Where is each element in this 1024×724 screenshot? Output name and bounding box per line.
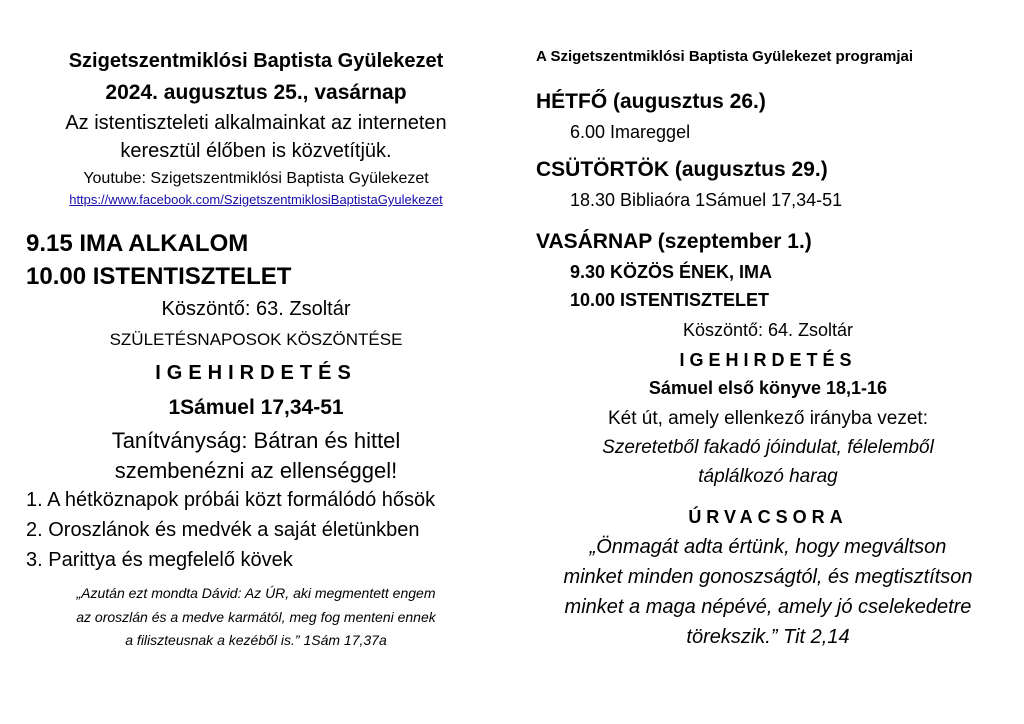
monday-item: 6.00 Imareggel — [570, 122, 691, 142]
communion-quote-line4: törekszik.” Tit 2,14 — [686, 626, 850, 648]
church-title: Szigetszentmiklósi Baptista Gyülekezet — [68, 50, 444, 72]
sunday-heading: VASÁRNAP (szeptember 1.) — [536, 230, 812, 253]
sermon-heading: IGEHIRDETÉS — [155, 362, 357, 384]
greeting-psalm: Köszöntő: 64. Zsoltár — [682, 320, 854, 340]
sermon-theme: Két út, amely ellenkező irányba vezet: — [607, 408, 928, 429]
thursday-item: 18.30 Bibliaóra 1Sámuel 17,34-51 — [570, 190, 843, 210]
sermon-subtitle-line1: Szeretetből fakadó jóindulat, félelemből — [602, 437, 934, 458]
thursday-heading: CSÜTÖRTÖK (augusztus 29.) — [536, 158, 828, 181]
service-date: 2024. augusztus 25., vasárnap — [105, 81, 407, 104]
service-time: 10.00 ISTENTISZTELET — [26, 263, 292, 290]
sermon-subtitle-line2: táplálkozó harag — [698, 466, 838, 487]
sunday-item: 9.30 KÖZÖS ÉNEK, IMA — [570, 262, 773, 282]
youtube-channel: Youtube: Szigetszentmiklósi Baptista Gyülekezet — [83, 170, 429, 187]
livestream-note-line1: Az istentiszteleti alkalmainkat az interneten — [65, 112, 447, 134]
sermon-heading: IGEHIRDETÉS — [679, 350, 857, 370]
sermon-point: 1. A hétköznapok próbái közt formálódó hősök — [26, 489, 436, 511]
livestream-note-line2: keresztül élőben is közvetítjük. — [120, 140, 392, 162]
facebook-link[interactable]: https://www.facebook.com/SzigetszentmiklosiBaptistaGyulekezet — [69, 192, 443, 207]
sermon-title-line1: Tanítványság: Bátran és hittel — [111, 428, 401, 453]
programs-heading: A Szigetszentmiklósi Baptista Gyülekezet programjai — [536, 48, 914, 65]
scripture-quote-line2: az oroszlán és a medve karmától, meg fog menteni ennek — [76, 609, 436, 625]
scripture-quote-line1: „Azután ezt mondta Dávid: Az ÚR, aki megmentett engem — [76, 585, 436, 601]
sermon-reference: Sámuel első könyve 18,1-16 — [648, 378, 888, 398]
communion-quote-line2: minket minden gonoszságtól, és megtisztítson — [563, 566, 973, 588]
sunday-item: 10.00 ISTENTISZTELET — [570, 290, 770, 310]
greeting-psalm: Köszöntő: 63. Zsoltár — [161, 298, 351, 320]
birthday-greetings: SZÜLETÉSNAPOSOK KÖSZÖNTÉSE — [109, 330, 403, 349]
sermon-point: 2. Oroszlánok és medvék a saját életünkben — [26, 519, 420, 541]
prayer-time: 9.15 IMA ALKALOM — [26, 230, 249, 257]
sermon-reference: 1Sámuel 17,34-51 — [168, 396, 344, 419]
communion-quote-line3: minket a maga népévé, amely jó cselekedetre — [564, 596, 972, 618]
monday-heading: HÉTFŐ (augusztus 26.) — [536, 90, 766, 113]
sermon-point: 3. Parittya és megfelelő kövek — [26, 549, 293, 571]
communion-heading: ÚRVACSORA — [688, 507, 848, 527]
communion-quote-line1: „Önmagát adta értünk, hogy megváltson — [589, 536, 947, 558]
scripture-quote-line3: a filiszteusnak a kezéből is.” 1Sám 17,37a — [125, 632, 387, 648]
sermon-title-line2: szembenézni az ellenséggel! — [114, 458, 398, 483]
